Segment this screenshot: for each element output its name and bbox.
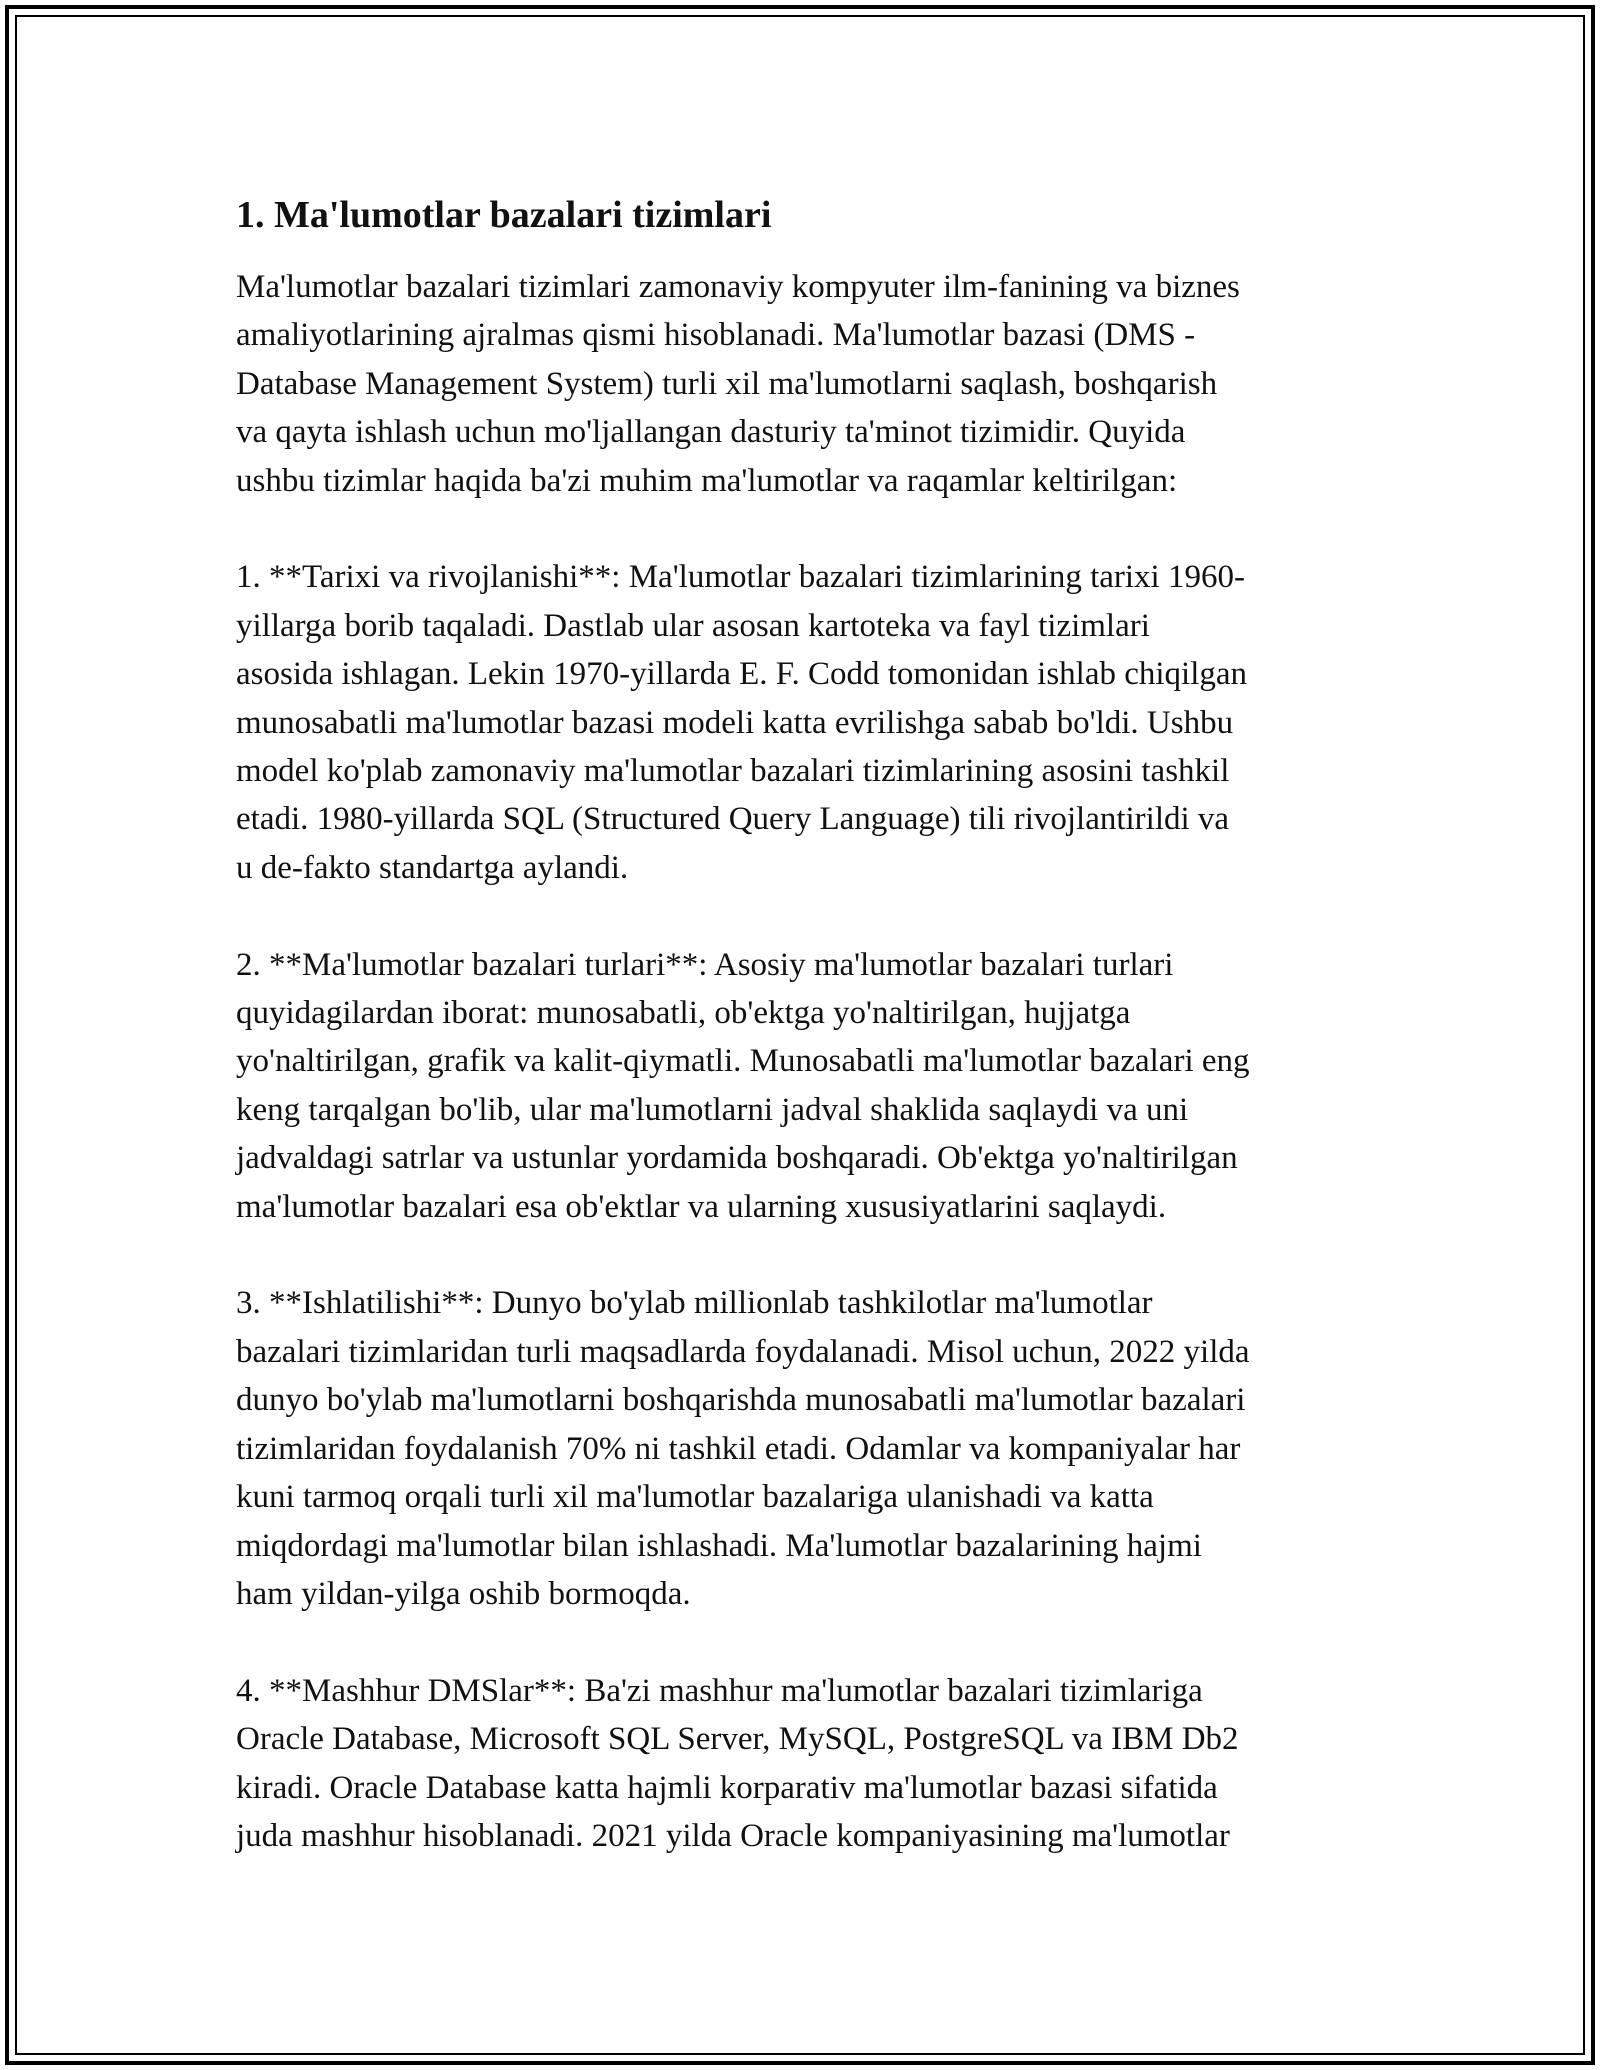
section-title: 1. Ma'lumotlar bazalari tizimlari	[236, 194, 772, 236]
list-item-history: 1. **Tarixi va rivojlanishi**: Ma'lumotlar bazalari tizimlarining tarixi 1960- yillarga borib taqaladi. Dastlab ular asosan kartoteka va fayl tizimlari asosida ishlagan. Lekin 1970-yillarda E. F. Codd tomonidan ishlab chiqilgan munosabatli ma'lumotlar bazasi modeli katta evrilishga sabab bo'ldi. Ushbu model ko'plab zamonaviy ma'lumotlar bazalari tizimlarining asosini tashkil etadi. 1980-yillarda SQL (Structured Query Language) tili rivojlantirildi va u de-fakto standartga aylandi.	[236, 559, 1248, 886]
list-item-types: 2. **Ma'lumotlar bazalari turlari**: Asosiy ma'lumotlar bazalari turlari quyidagilardan iborat: munosabatli, ob'ektga yo'naltirilgan, hujjatga yo'naltirilgan, grafik va kalit-qiymatli. Munosabatli ma'lumotlar bazalari eng keng tarqalgan bo'lib, ular ma'lumotlarni jadval shaklida saqlaydi va uni jadvaldagi satrlar va ustunlar yordamida boshqaradi. Ob'ektga yo'naltirilgan ma'lumotlar bazalari esa ob'ektlar va ularning xususiyatlarini saqlaydi.	[236, 946, 1250, 1225]
intro-paragraph: Ma'lumotlar bazalari tizimlari zamonaviy kompyuter ilm-fanining va biznes amaliyotlarining ajralmas qismi hisoblanadi. Ma'lumotlar bazasi (DMS - Database Management System) turli xil ma'lumotlarni saqlash, boshqarish va qayta ishlash uchun mo'ljallangan dasturiy ta'minot tizimidir. Quyida ushbu tizimlar haqida ba'zi muhim ma'lumotlar va raqamlar keltirilgan:	[236, 269, 1240, 499]
list-item-popular-dms: 4. **Mashhur DMSlar**: Ba'zi mashhur ma'lumotlar bazalari tizimlariga Oracle Database, Microsoft SQL Server, MySQL, PostgreSQL va IBM Db2 kiradi. Oracle Database katta hajmli korparativ ma'lumotlar bazasi sifatida juda mashhur hisoblanadi. 2021 yilda Oracle kompaniyasining ma'lumotlar	[236, 1672, 1239, 1854]
document-body	[236, 190, 1366, 1860]
list-item-usage: 3. **Ishlatilishi**: Dunyo bo'ylab millionlab tashkilotlar ma'lumotlar bazalari tizimlaridan turli maqsadlarda foydalanadi. Misol uchun, 2022 yilda dunyo bo'ylab ma'lumotlarni boshqarishda munosabatli ma'lumotlar bazalari tizimlaridan foydalanish 70% ni tashkil etadi. Odamlar va kompaniyalar har kuni tarmoq orqali turli xil ma'lumotlar bazalariga ulanishadi va katta miqdordagi ma'lumotlar bilan ishlashadi. Ma'lumotlar bazalarining hajmi ham yildan-yilga oshib bormoqda.	[236, 1285, 1250, 1612]
